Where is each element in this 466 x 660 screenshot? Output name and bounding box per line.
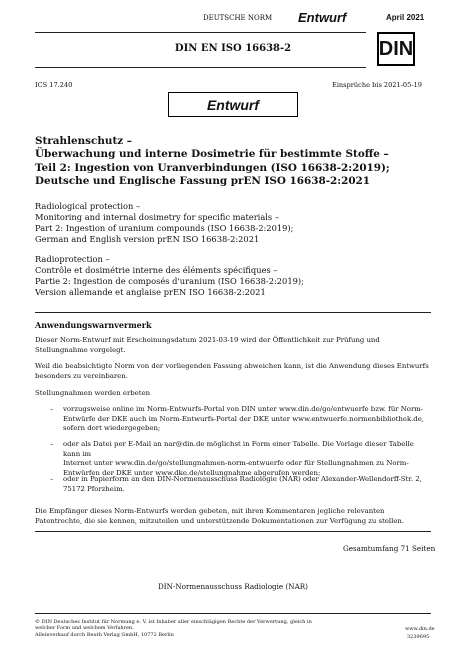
text-line: vorzugsweise online im Norm-Entwurfs-Portal von DIN unter www.din.de/go/entwuerfe bzw. für Norm- <box>63 405 424 413</box>
text-line: Alleinverkauf durch Beuth Verlag GmbH, 10772 Berlin <box>35 631 174 638</box>
warning-rule-top <box>35 312 431 313</box>
text-line: Patentrechte, die sie kennen, mitzuteilen und unterstützende Dokumentationen zur Verfügung zu stellen. <box>35 516 405 525</box>
title-english-line: Part 2: Ingestion of uranium compounds (ISO 16638-2:2019); <box>35 223 294 233</box>
text-line: Entwürfe der DKE auch im Norm-Entwurfs-Portal der DKE unter www.entwuerfe.normenbibliothek.de, <box>63 414 424 423</box>
title-english-line: Monitoring and internal dosimetry for specific materials – <box>35 212 279 222</box>
warning-para-3: Stellungnahmen werden erbeten <box>35 389 151 397</box>
bullet-email <box>63 440 433 478</box>
total-pages: Gesamtumfang 71 Seiten <box>343 544 436 553</box>
text-line: 75172 Pforzheim. <box>63 484 125 493</box>
title-french-line: Radioprotection – <box>35 254 110 264</box>
text-line: Dieser Norm-Entwurf mit Erscheinungsdatum 2021-03-19 wird der Öffentlichkeit zur Prüfung und <box>35 336 380 344</box>
warning-heading: Anwendungswarnvermerk <box>35 320 152 330</box>
footer-rule <box>35 613 431 614</box>
text-line: © DIN Deutsches Institut für Normung e. V. ist Inhaber aller einschlägigen Rechte der Verwertung, gleich in <box>35 619 312 625</box>
top-rule <box>35 32 366 33</box>
bullet-paper <box>63 475 433 494</box>
bullet-dash: – <box>50 440 54 448</box>
norm-type-label: DEUTSCHE NORM <box>203 14 273 22</box>
title-french-line: Version allemande et anglaise prEN ISO 16638-2:2021 <box>35 287 266 297</box>
draft-status-label: Entwurf <box>298 10 347 25</box>
bullet-online-portal <box>63 405 433 434</box>
website-link[interactable]: www.din.de <box>405 626 435 632</box>
text-line: Internet unter www.din.de/go/stellungnahmen-norm-entwuerfe oder für Stellungnahmen zu Norm- <box>63 459 409 468</box>
document-number: 3239695 <box>407 634 430 640</box>
standard-number: DIN EN ISO 16638-2 <box>174 43 292 54</box>
text-line: Die Empfänger dieses Norm-Entwurfs werden gebeten, mit ihren Kommentaren jegliche relevanten <box>35 507 385 515</box>
ics-code: ICS 17.240 <box>35 81 73 89</box>
title-french-line: Contrôle et dosimétrie interne des éléments spécifiques – <box>35 265 278 275</box>
title-german-line: Deutsche und Englische Fassung prEN ISO 16638-2:2021 <box>35 175 371 188</box>
text-line: Weil die beabsichtigte Norm von der vorliegenden Fassung abweichen kann, ist die Anwendung dieses Entwurfs <box>35 362 429 370</box>
title-english-line: Radiological protection – <box>35 201 141 211</box>
text-line: Entwürfen der DKE unter www.dke.de/stellungnahme abgerufen werden; <box>63 468 321 477</box>
title-french <box>35 254 435 298</box>
committee-name: DIN-Normenausschuss Radiologie (NAR) <box>158 582 308 591</box>
draft-box-label: Entwurf <box>206 96 260 113</box>
title-rule <box>35 67 366 68</box>
objection-deadline: Einsprüche bis 2021-05-19 <box>332 81 422 89</box>
text-line: oder in Papierform an den DIN-Normenausschuss Radiologie (NAR) oder Alexander-Wellendorff-Str. 2, <box>63 475 422 483</box>
warning-para-2 <box>35 362 435 381</box>
draft-box <box>168 92 298 117</box>
text-line: welcher Form und welchem Verfahren. <box>35 625 134 632</box>
title-german-line: Teil 2: Ingestion von Uranverbindungen (ISO 16638-2:2019); <box>35 161 390 174</box>
title-english-line: German and English version prEN ISO 16638-2:2021 <box>35 234 260 244</box>
title-english <box>35 201 435 245</box>
title-german <box>35 135 435 189</box>
bullet-dash: – <box>50 475 54 483</box>
title-german-line: Strahlenschutz – <box>35 135 132 147</box>
text-line: besonders zu vereinbaren. <box>35 371 128 380</box>
warning-para-4 <box>35 507 435 526</box>
warning-rule-bottom <box>35 531 431 532</box>
copyright-notice <box>35 619 315 638</box>
text-line: oder als Datei per E-Mail an nar@din.de möglichst in Form einer Tabelle. Die Vorlage dieser Tabelle kann im <box>63 440 414 458</box>
text-line: Stellungnahme vorgelegt. <box>35 345 126 354</box>
publication-date: April 2021 <box>386 13 425 22</box>
title-german-line: Überwachung und interne Dosimetrie für bestimmte Stoffe – <box>35 148 389 161</box>
warning-para-1 <box>35 336 435 355</box>
din-logo: DIN <box>377 32 415 66</box>
bullet-dash: – <box>50 405 54 413</box>
text-line: sofern dort wiedergegeben; <box>63 424 161 433</box>
title-french-line: Partie 2: Ingestion de composés d'uranium (ISO 16638-2:2019); <box>35 276 304 286</box>
